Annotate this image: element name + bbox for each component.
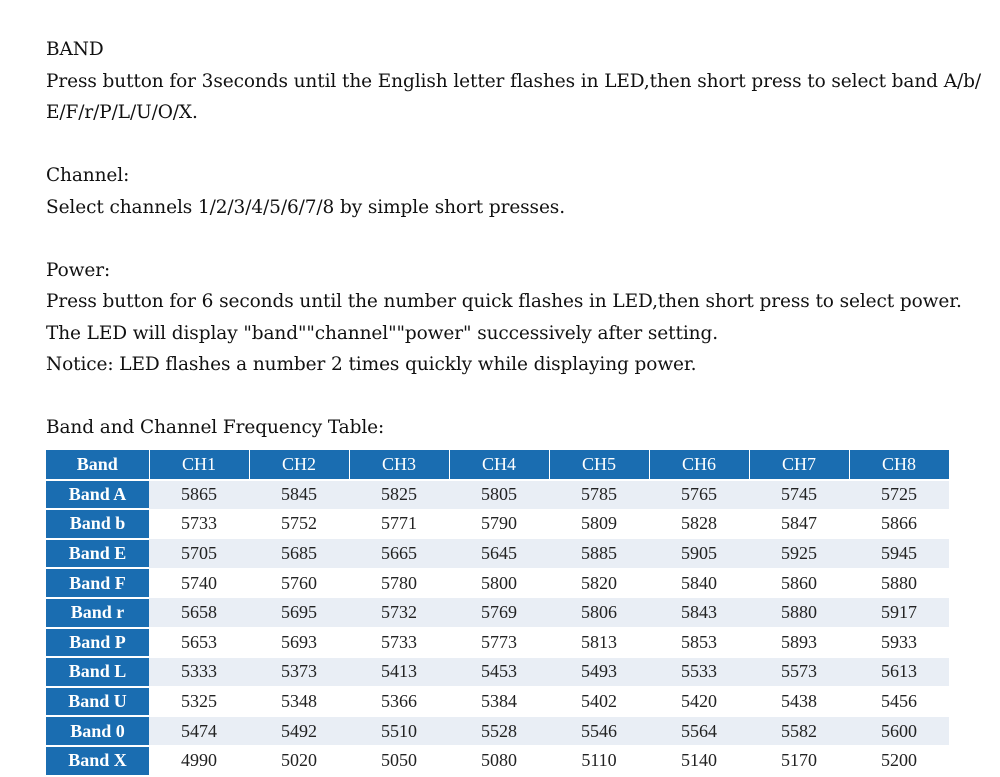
frequency-cell-ch1: 5740 bbox=[149, 568, 249, 598]
frequency-cell-ch6: 5765 bbox=[649, 480, 749, 510]
frequency-cell-ch4: 5453 bbox=[449, 657, 549, 687]
frequency-cell-ch7: 5880 bbox=[749, 598, 849, 628]
frequency-cell-ch1: 5705 bbox=[149, 539, 249, 569]
frequency-cell-ch3: 5665 bbox=[349, 539, 449, 569]
frequency-cell-ch5: 5402 bbox=[549, 687, 649, 717]
frequency-cell-ch2: 5373 bbox=[249, 657, 349, 687]
frequency-cell-ch5: 5820 bbox=[549, 568, 649, 598]
header-band: Band bbox=[46, 450, 149, 480]
frequency-cell-ch8: 5200 bbox=[849, 746, 949, 776]
frequency-cell-ch8: 5945 bbox=[849, 539, 949, 569]
frequency-cell-ch3: 5771 bbox=[349, 509, 449, 539]
band-name-cell: Band F bbox=[46, 568, 149, 598]
frequency-cell-ch2: 5845 bbox=[249, 480, 349, 510]
frequency-cell-ch5: 5785 bbox=[549, 480, 649, 510]
frequency-cell-ch6: 5533 bbox=[649, 657, 749, 687]
frequency-cell-ch5: 5493 bbox=[549, 657, 649, 687]
table-row bbox=[46, 716, 949, 746]
frequency-cell-ch4: 5769 bbox=[449, 598, 549, 628]
band-name-cell: Band L bbox=[46, 657, 149, 687]
power-heading: Power: bbox=[46, 259, 111, 281]
power-text-line-1: Press button for 6 seconds until the number quick flashes in LED,then short press to select power. bbox=[46, 291, 962, 312]
frequency-cell-ch8: 5613 bbox=[849, 657, 949, 687]
band-text-line-2: E/F/r/P/L/U/O/X. bbox=[46, 102, 198, 123]
frequency-cell-ch4: 5528 bbox=[449, 716, 549, 746]
header-ch2: CH2 bbox=[249, 450, 349, 480]
channel-text-line-1: Select channels 1/2/3/4/5/6/7/8 by simple short presses. bbox=[46, 196, 565, 218]
frequency-cell-ch4: 5800 bbox=[449, 568, 549, 598]
frequency-cell-ch1: 5325 bbox=[149, 687, 249, 717]
frequency-cell-ch6: 5564 bbox=[649, 716, 749, 746]
band-name-cell: Band P bbox=[46, 628, 149, 658]
frequency-cell-ch6: 5828 bbox=[649, 509, 749, 539]
frequency-cell-ch5: 5885 bbox=[549, 539, 649, 569]
band-name-cell: Band U bbox=[46, 687, 149, 717]
frequency-cell-ch4: 5790 bbox=[449, 509, 549, 539]
header-ch6: CH6 bbox=[649, 450, 749, 480]
frequency-cell-ch8: 5456 bbox=[849, 687, 949, 717]
band-section bbox=[46, 34, 981, 129]
frequency-cell-ch2: 5020 bbox=[249, 746, 349, 776]
header-ch5: CH5 bbox=[549, 450, 649, 480]
frequency-cell-ch2: 5492 bbox=[249, 716, 349, 746]
frequency-cell-ch1: 5474 bbox=[149, 716, 249, 746]
frequency-cell-ch7: 5925 bbox=[749, 539, 849, 569]
table-row bbox=[46, 687, 949, 717]
table-header-row bbox=[46, 450, 949, 480]
frequency-cell-ch2: 5760 bbox=[249, 568, 349, 598]
table-row bbox=[46, 539, 949, 569]
band-text-line-1: Press button for 3seconds until the English letter flashes in LED,then short press to select band A/b/ bbox=[46, 70, 981, 92]
frequency-cell-ch8: 5917 bbox=[849, 598, 949, 628]
frequency-cell-ch3: 5413 bbox=[349, 657, 449, 687]
frequency-cell-ch7: 5170 bbox=[749, 746, 849, 776]
frequency-cell-ch8: 5600 bbox=[849, 716, 949, 746]
header-ch3: CH3 bbox=[349, 450, 449, 480]
power-text-line-2: The LED will display "band""channel""power" successively after setting. bbox=[46, 322, 718, 344]
frequency-cell-ch2: 5693 bbox=[249, 628, 349, 658]
frequency-cell-ch6: 5140 bbox=[649, 746, 749, 776]
frequency-cell-ch2: 5752 bbox=[249, 509, 349, 539]
frequency-cell-ch1: 5733 bbox=[149, 509, 249, 539]
frequency-cell-ch1: 4990 bbox=[149, 746, 249, 776]
header-ch8: CH8 bbox=[849, 450, 949, 480]
frequency-cell-ch2: 5348 bbox=[249, 687, 349, 717]
frequency-cell-ch6: 5840 bbox=[649, 568, 749, 598]
band-name-cell: Band E bbox=[46, 539, 149, 569]
frequency-cell-ch7: 5573 bbox=[749, 657, 849, 687]
frequency-cell-ch5: 5809 bbox=[549, 509, 649, 539]
table-row bbox=[46, 480, 949, 510]
frequency-cell-ch8: 5725 bbox=[849, 480, 949, 510]
band-heading: BAND bbox=[46, 39, 104, 60]
header-ch4: CH4 bbox=[449, 450, 549, 480]
table-title: Band and Channel Frequency Table: bbox=[46, 417, 385, 438]
frequency-cell-ch7: 5745 bbox=[749, 480, 849, 510]
frequency-cell-ch7: 5582 bbox=[749, 716, 849, 746]
band-name-cell: Band A bbox=[46, 480, 149, 510]
frequency-cell-ch7: 5438 bbox=[749, 687, 849, 717]
frequency-cell-ch3: 5780 bbox=[349, 568, 449, 598]
channel-heading: Channel: bbox=[46, 165, 130, 186]
frequency-cell-ch3: 5732 bbox=[349, 598, 449, 628]
frequency-cell-ch4: 5645 bbox=[449, 539, 549, 569]
frequency-cell-ch2: 5695 bbox=[249, 598, 349, 628]
band-name-cell: Band 0 bbox=[46, 716, 149, 746]
frequency-cell-ch6: 5853 bbox=[649, 628, 749, 658]
table-body bbox=[46, 480, 949, 776]
table-row bbox=[46, 568, 949, 598]
frequency-cell-ch8: 5933 bbox=[849, 628, 949, 658]
channel-section bbox=[46, 160, 966, 223]
frequency-cell-ch7: 5847 bbox=[749, 509, 849, 539]
frequency-cell-ch3: 5825 bbox=[349, 480, 449, 510]
frequency-cell-ch3: 5366 bbox=[349, 687, 449, 717]
frequency-cell-ch4: 5080 bbox=[449, 746, 549, 776]
frequency-cell-ch2: 5685 bbox=[249, 539, 349, 569]
document-body bbox=[46, 34, 981, 444]
header-ch7: CH7 bbox=[749, 450, 849, 480]
frequency-cell-ch1: 5333 bbox=[149, 657, 249, 687]
table-row bbox=[46, 598, 949, 628]
frequency-cell-ch4: 5384 bbox=[449, 687, 549, 717]
frequency-cell-ch8: 5880 bbox=[849, 568, 949, 598]
table-row bbox=[46, 628, 949, 658]
power-section bbox=[46, 255, 966, 381]
frequency-cell-ch7: 5860 bbox=[749, 568, 849, 598]
frequency-cell-ch3: 5733 bbox=[349, 628, 449, 658]
frequency-cell-ch5: 5110 bbox=[549, 746, 649, 776]
table-row bbox=[46, 657, 949, 687]
frequency-cell-ch3: 5510 bbox=[349, 716, 449, 746]
table-row bbox=[46, 509, 949, 539]
frequency-cell-ch7: 5893 bbox=[749, 628, 849, 658]
band-name-cell: Band b bbox=[46, 509, 149, 539]
frequency-cell-ch8: 5866 bbox=[849, 509, 949, 539]
frequency-cell-ch6: 5420 bbox=[649, 687, 749, 717]
frequency-cell-ch3: 5050 bbox=[349, 746, 449, 776]
frequency-cell-ch5: 5806 bbox=[549, 598, 649, 628]
frequency-cell-ch6: 5905 bbox=[649, 539, 749, 569]
power-notice-line: Notice: LED flashes a number 2 times quickly while displaying power. bbox=[46, 354, 697, 375]
frequency-cell-ch1: 5653 bbox=[149, 628, 249, 658]
frequency-cell-ch5: 5546 bbox=[549, 716, 649, 746]
frequency-cell-ch5: 5813 bbox=[549, 628, 649, 658]
frequency-table bbox=[46, 450, 950, 777]
frequency-cell-ch6: 5843 bbox=[649, 598, 749, 628]
frequency-cell-ch4: 5773 bbox=[449, 628, 549, 658]
table-row bbox=[46, 746, 949, 776]
band-name-cell: Band X bbox=[46, 746, 149, 776]
frequency-cell-ch4: 5805 bbox=[449, 480, 549, 510]
frequency-cell-ch1: 5658 bbox=[149, 598, 249, 628]
frequency-cell-ch1: 5865 bbox=[149, 480, 249, 510]
band-name-cell: Band r bbox=[46, 598, 149, 628]
header-ch1: CH1 bbox=[149, 450, 249, 480]
